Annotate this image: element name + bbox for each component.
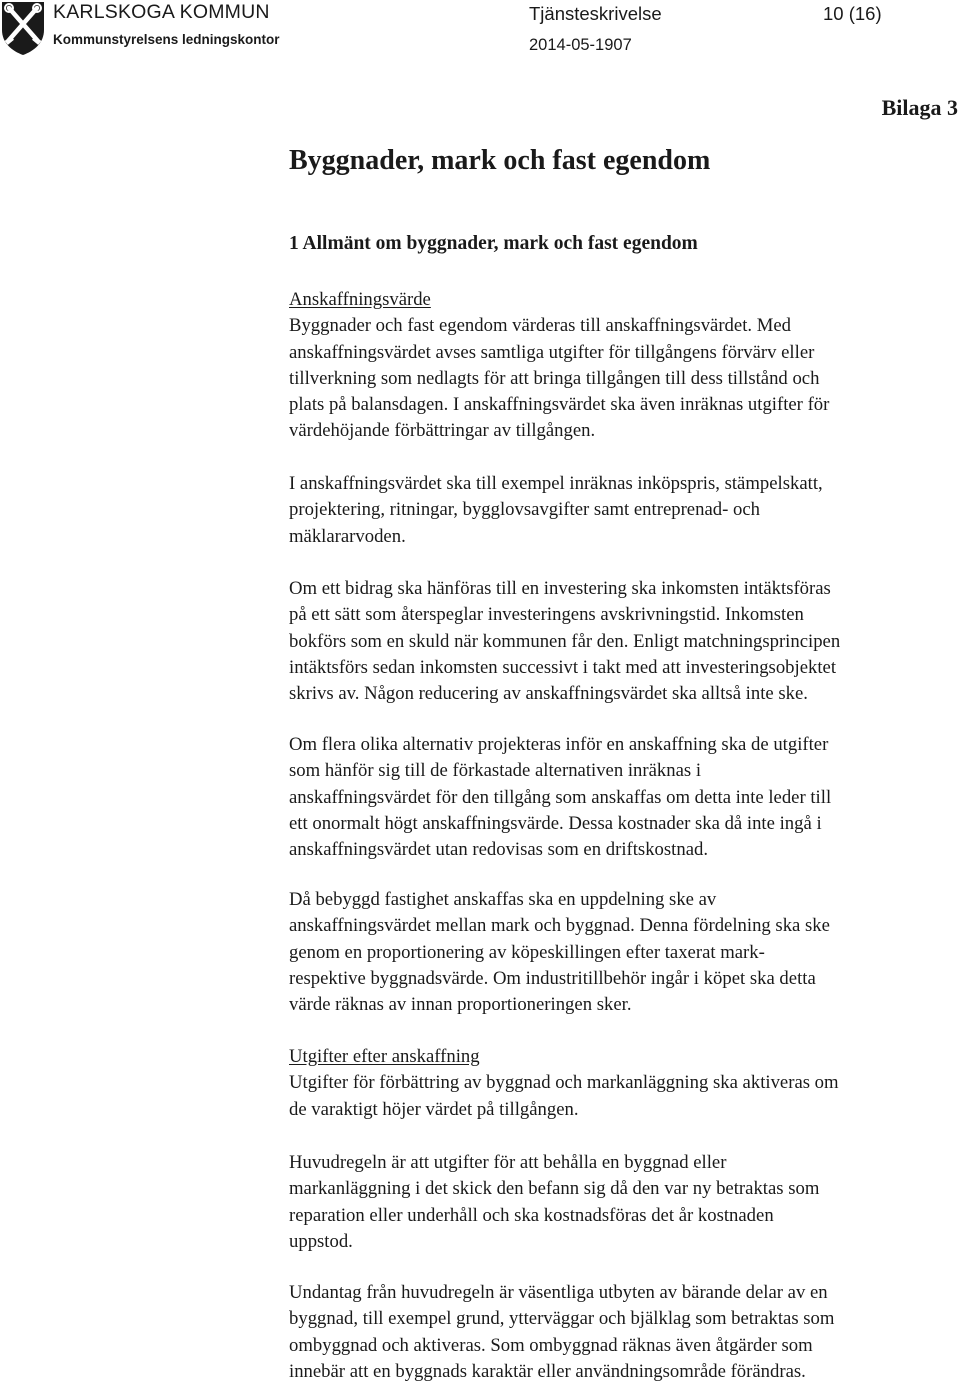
- paragraph: Undantag från huvudregeln är väsentliga utbyten av bärande delar av en byggnad, till exempel grund, ytterväggar och bjälklag som betraktas som ombyggnad och aktiveras. Som ombyggnad räknas även åtgärder som innebär att en byggnads karaktär eller användningsområde förändras.: [289, 1282, 835, 1382]
- paragraph: Då bebyggd fastighet anskaffas ska en uppdelning ske av anskaffningsvärdet mellan mark och byggnad. Denna fördelning ska ske genom en proportionering av köpeskillingen efter taxerat mark- respektive byggnadsvärde. Om industritillbehör ingår i köpet ska detta värde räknas av innan proportioneringen sker.: [289, 889, 830, 1016]
- karlskoga-coat-of-arms-icon: [0, 0, 46, 56]
- subsection-heading: Anskaffningsvärde: [289, 289, 431, 310]
- document-type: Tjänsteskrivelse: [529, 3, 662, 24]
- paragraph: Byggnader och fast egendom värderas till anskaffningsvärdet. Med anskaffningsvärdet avses samtliga utgifter för tillgångens förvärv eller tillverkning som nedlagts för att bringa tillgången till dess tillstånd och plats på balansdagen. I anskaffningsvärdet ska även inräknas utgifter för värdehöjande förbättringar av tillgången.: [289, 315, 830, 442]
- page-number: 10 (16): [823, 3, 882, 24]
- paragraph: Om ett bidrag ska hänföras till en investering ska inkomsten intäktsföras på ett sätt som återspeglar investeringens avskrivningstid. Inkomsten bokförs som en skuld när kommunen får den. Enligt matchningsprincipen intäktsförs sedan inkomsten successivt i takt med att investeringsobjektet skrivs av. Någon reducering av anskaffningsvärdet ska alltså inte ske.: [289, 578, 841, 705]
- paragraph: I anskaffningsvärdet ska till exempel inräknas inköpspris, stämpelskatt, projektering, ritningar, bygglovsavgifter samt entreprenad- och mäklararvoden.: [289, 473, 823, 547]
- paragraph: Utgifter för förbättring av byggnad och markanläggning ska aktiveras om de varaktigt höjer värdet på tillgången.: [289, 1072, 839, 1120]
- appendix-label: Bilaga 3: [881, 95, 958, 120]
- subsection-anskaffningsvarde: [289, 287, 959, 445]
- subsection-heading: Utgifter efter anskaffning: [289, 1046, 480, 1067]
- paragraph: Om flera olika alternativ projekteras inför en anskaffning ska de utgifter som hänför sig till de förkastade alternativen inräknas i anskaffningsvärdet för den tillgång som anskaffas om detta inte leder till ett onormalt högt anskaffningsvärde. Dessa kostnader ska då inte ingå i anskaffningsvärdet utan redovisas som en driftskostnad.: [289, 734, 832, 861]
- paragraph: Huvudregeln är att utgifter för att behålla en byggnad eller markanläggning i det skick den befann sig då den var ny betraktas som reparation eller underhåll och ska kostnadsföras det år kostnaden uppstod.: [289, 1152, 820, 1252]
- section-heading: 1 Allmänt om byggnader, mark och fast egendom: [289, 233, 698, 254]
- subsection-utgifter-efter-anskaffning: [289, 1044, 959, 1123]
- header-logo: [0, 0, 280, 56]
- department-name: Kommunstyrelsens ledningskontor: [53, 32, 280, 47]
- organization-name: KARLSKOGA KOMMUN: [53, 1, 270, 23]
- document-number: 2014-05-1907: [529, 36, 632, 54]
- page-title: Byggnader, mark och fast egendom: [289, 145, 711, 176]
